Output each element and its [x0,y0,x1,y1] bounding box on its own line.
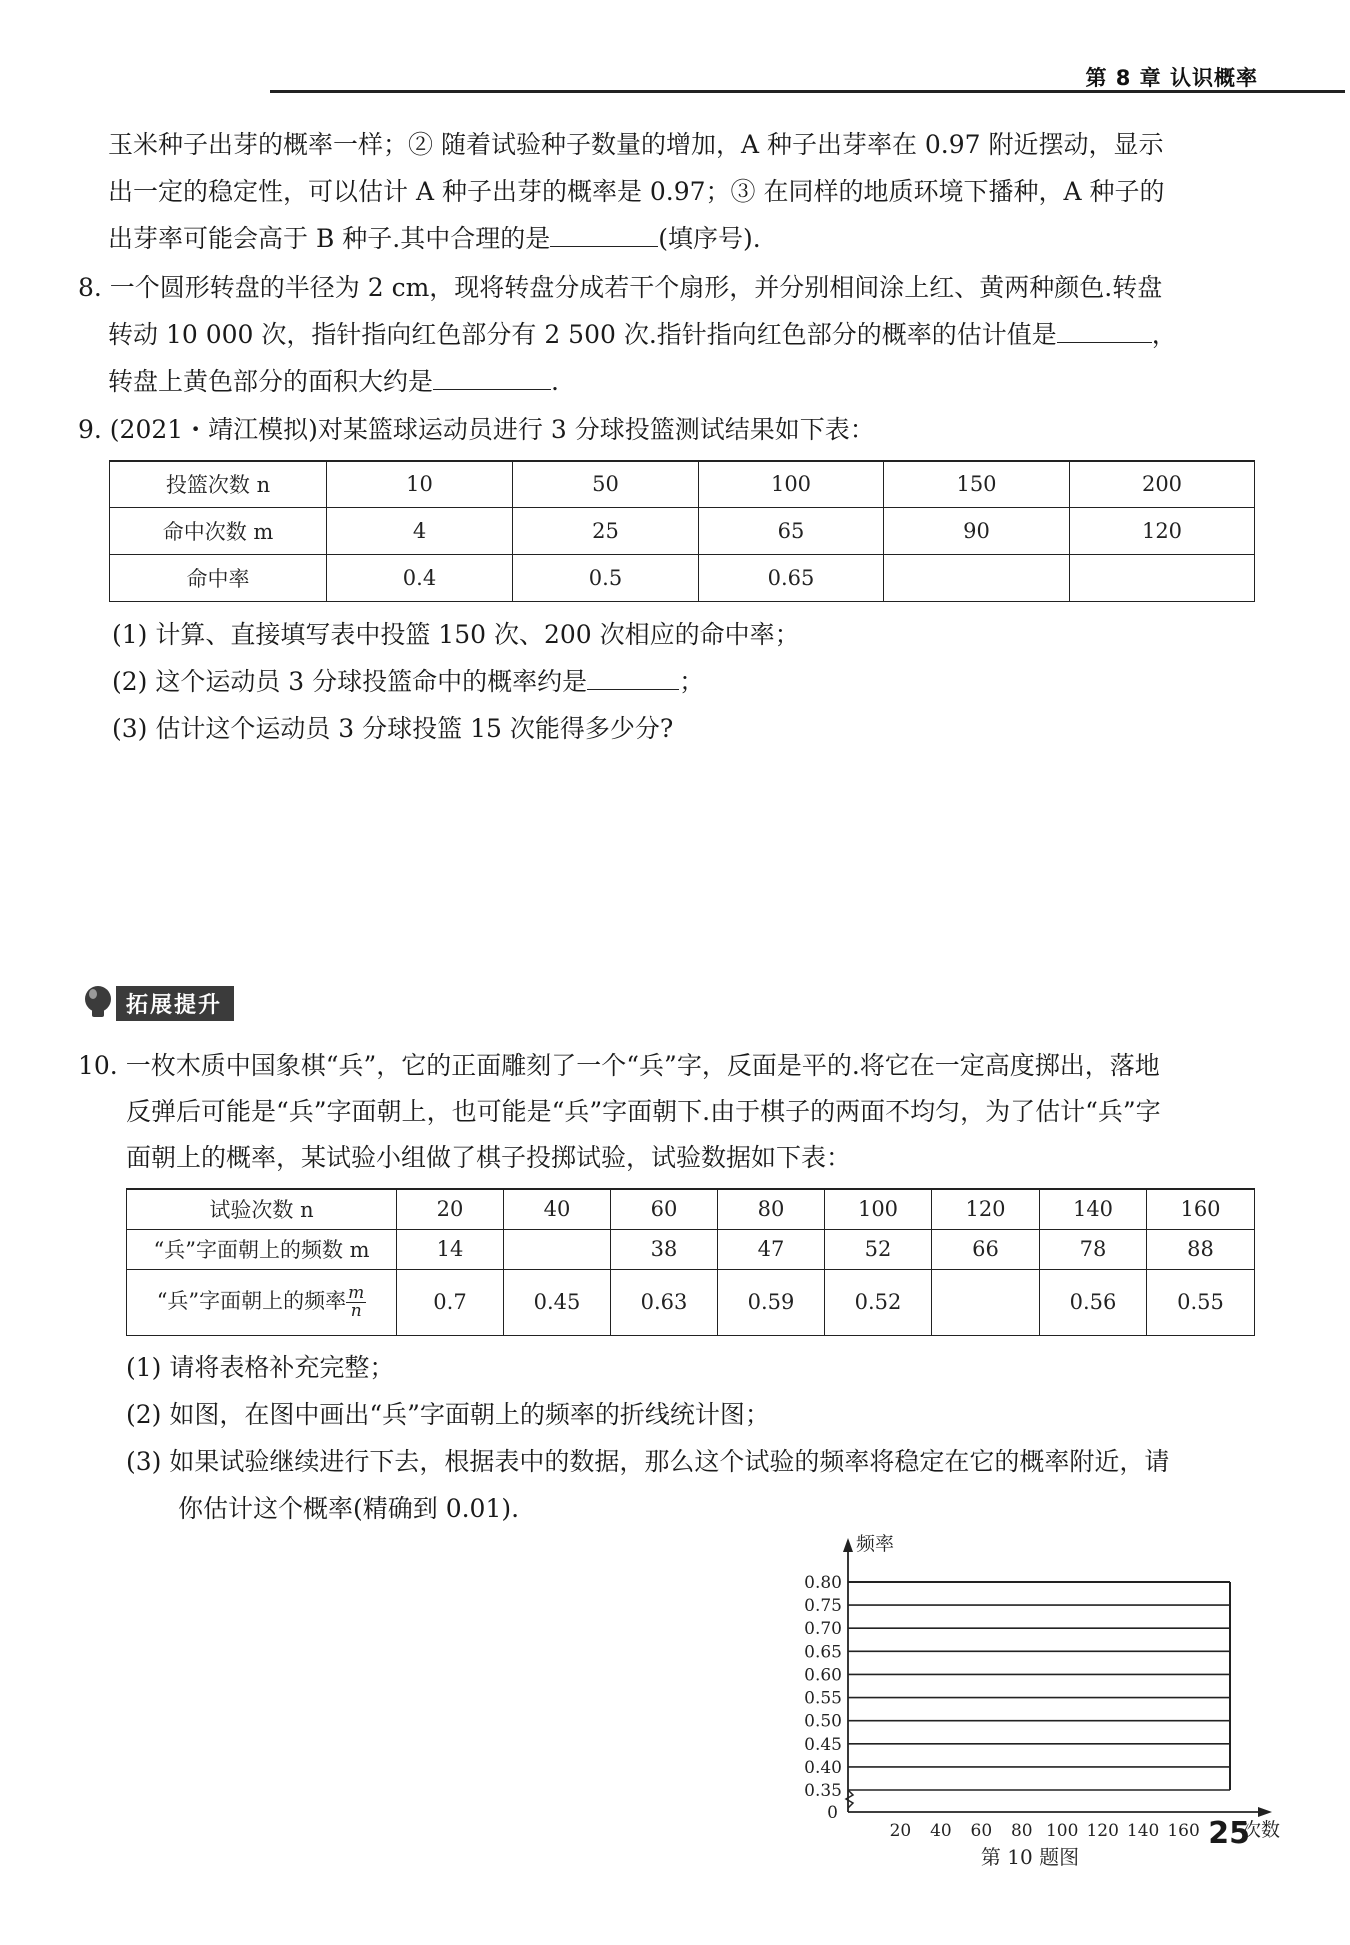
q9-stem: 9. (2021・靖江模拟)对某篮球运动员进行 3 分球投篮测试结果如下表： [78,415,875,444]
q9-cell: 100 [699,461,884,507]
q10-cell: 66 [932,1229,1040,1269]
q9-table [109,460,1255,602]
chart-title: 第 10 题图 [980,1845,1080,1869]
q9-cell: 65 [699,507,884,554]
q10-cell: 0.59 [718,1269,825,1335]
q10-cell: 80 [718,1189,825,1229]
q7-line-3-text: 出芽率可能会高于 B 种子.其中合理的是 [108,224,551,253]
q10-sub-1: (1) 请将表格补充完整； [126,1353,395,1382]
q10-cell: 20 [397,1189,504,1229]
frequency-chart [780,1530,1281,1869]
section-title: 拓展提升 [116,986,234,1021]
q9-sub-1: (1) 计算、直接填写表中投篮 150 次、200 次相应的命中率； [112,620,800,649]
q9-label-hits: 命中次数 m [110,507,327,554]
chart-x-tick-label: 60 [970,1821,993,1841]
page-number: 25 [1208,1816,1250,1851]
q10-cell: 0.56 [1040,1269,1147,1335]
q10-cell: 88 [1147,1229,1255,1269]
q9-cell: 0.5 [513,554,699,601]
q9-cell: 50 [513,461,699,507]
q7-line-2: 出一定的稳定性，可以估计 A 种子出芽的概率是 0.97；③ 在同样的地质环境下播种，A 种子的 [108,177,1165,206]
q10-row-freq [127,1229,1255,1269]
q10-row-trials [127,1189,1255,1229]
chart-x-tick-label: 20 [889,1821,912,1841]
q9-rate-150-blank[interactable] [884,554,1070,601]
header-rule [270,90,1345,93]
q10-cell: 0.52 [825,1269,932,1335]
q9-sub-2 [112,664,704,700]
q10-cell: 100 [825,1189,932,1229]
q8-line-2-tail: ， [1151,320,1177,349]
q10-cell: 78 [1040,1229,1147,1269]
q10-cell: 14 [397,1229,504,1269]
chart-x-tick-label: 160 [1167,1821,1200,1841]
q10-cell: 120 [932,1189,1040,1229]
chapter-header: 第 8 章 认识概率 [1085,66,1258,90]
q8-line-3-tail: . [551,367,559,396]
q10-cell: 52 [825,1229,932,1269]
chart-y-tick-label: 0.75 [804,1596,842,1617]
q8-line-3-text: 转盘上黄色部分的面积大约是 [108,367,434,396]
q9-cell: 90 [884,507,1070,554]
q10-label-rate-text: “兵”字面朝上的频率 [156,1288,347,1313]
q10-cell: 140 [1040,1189,1147,1229]
q10-row-rate [127,1269,1255,1335]
fraction-numerator: m [348,1282,365,1303]
chart-x-tick-label: 100 [1045,1821,1079,1841]
chart-y-axis-label: 频率 [856,1533,895,1555]
chart-axis-break [846,1790,853,1808]
q10-line-1: 10. 一枚木质中国象棋“兵”，它的正面雕刻了一个“兵”字，反面是平的.将它在一定高度掷出，落地 [78,1051,1160,1080]
lightbulb-icon [80,983,120,1023]
q10-cell: 160 [1147,1189,1255,1229]
q8-area-blank[interactable] [433,365,551,390]
chart-y-tick-label: 0.45 [804,1734,842,1755]
q7-line-1: 玉米种子出芽的概率一样；② 随着试验种子数量的增加，A 种子出芽率在 0.97 附近摆动，显示 [108,130,1164,159]
q10-cell: 38 [611,1229,718,1269]
q9-cell: 10 [327,461,513,507]
fraction-m-over-n [346,1282,366,1321]
q10-sub-3-line-2: 你估计这个概率(精确到 0.01). [178,1494,520,1523]
q9-row-rates [110,554,1255,601]
q7-answer-blank[interactable] [550,222,658,247]
chart-y-ticks [804,1573,842,1801]
q9-cell: 150 [884,461,1070,507]
q9-label-shots: 投篮次数 n [110,461,327,507]
q9-cell: 4 [327,507,513,554]
chart-y-tick-label: 0.70 [804,1619,842,1640]
q7-line-3 [108,221,761,257]
q8-line-1: 8. 一个圆形转盘的半径为 2 cm，现将转盘分成若干个扇形，并分别相间涂上红、黄两种颜色.转盘 [78,273,1163,302]
chart-x-tick-label: 140 [1126,1821,1160,1841]
q9-sub-2-tail: ； [679,667,705,696]
chart-x-ticks [890,1821,1200,1841]
q7-line-3-tail: (填序号). [658,224,761,253]
q8-line-2 [108,317,1177,353]
q9-row-hits [110,507,1255,554]
q9-rate-200-blank[interactable] [1070,554,1255,601]
chart-y-tick-label: 0.80 [804,1573,842,1593]
q9-cell: 0.4 [327,554,513,601]
q10-cell: 0.63 [611,1269,718,1335]
chart-x-tick-label: 40 [930,1821,952,1841]
q10-rate-120-blank[interactable] [932,1269,1040,1335]
chart-y-tick-label: 0.40 [804,1757,842,1778]
chart-y-axis-arrow [843,1538,853,1552]
q10-sub-2: (2) 如图，在图中画出“兵”字面朝上的频率的折线统计图； [126,1400,770,1429]
chart-x-tick-label: 120 [1086,1821,1119,1841]
q10-table [126,1188,1255,1336]
q9-row-shots [110,461,1255,507]
chart-y-tick-label: 0.50 [804,1711,842,1732]
q8-line-2-text: 转动 10 000 次，指针指向红色部分有 2 500 次.指针指向红色部分的概率的估计值是 [108,320,1057,349]
chart-grid [848,1582,1230,1790]
chart-axes [843,1538,1272,1817]
q10-label-freq: “兵”字面朝上的频数 m [127,1229,397,1269]
q10-cell: 0.7 [397,1269,504,1335]
q10-sub-3-line-1: (3) 如果试验继续进行下去，根据表中的数据，那么这个试验的频率将稳定在它的概率附近，请 [126,1447,1170,1476]
q10-cell: 60 [611,1189,718,1229]
chart-y-tick-label: 0.60 [804,1665,842,1686]
section-banner [80,986,234,1020]
q9-cell: 25 [513,507,699,554]
q10-cell: 0.45 [504,1269,611,1335]
q10-label-rate [127,1269,397,1335]
q10-line-2: 反弹后可能是“兵”字面朝上，也可能是“兵”字面朝下.由于棋子的两面不均匀，为了估计“兵”字 [126,1097,1161,1126]
chart-y-tick-label: 0.55 [804,1688,842,1709]
q10-line-3: 面朝上的概率，某试验小组做了棋子投掷试验，试验数据如下表： [126,1143,852,1172]
q9-sub-2-text: (2) 这个运动员 3 分球投篮命中的概率约是 [112,667,588,696]
q10-cell: 0.55 [1147,1269,1255,1335]
q10-label-trials: 试验次数 n [127,1189,397,1229]
q9-probability-blank[interactable] [587,665,679,690]
chart-x-tick-label: 80 [1010,1821,1033,1841]
q9-cell: 0.65 [699,554,884,601]
q10-cell: 47 [718,1229,825,1269]
q9-cell: 200 [1070,461,1255,507]
q9-cell: 120 [1070,507,1255,554]
q8-line-3 [108,364,559,400]
q9-label-rate: 命中率 [110,554,327,601]
chart-x-axis-arrow [1258,1807,1272,1817]
chart-origin-label: 0 [827,1803,838,1823]
q8-estimate-blank[interactable] [1057,318,1152,343]
chart-x-axis-label: 次数 [1242,1819,1281,1841]
q9-sub-3: (3) 估计这个运动员 3 分球投篮 15 次能得多少分? [112,714,674,743]
q10-freq-40-blank[interactable] [504,1229,611,1269]
chart-y-tick-label: 0.35 [804,1781,842,1801]
chart-y-tick-label: 0.65 [804,1642,842,1663]
fraction-denominator: n [350,1300,362,1321]
q10-cell: 40 [504,1189,611,1229]
